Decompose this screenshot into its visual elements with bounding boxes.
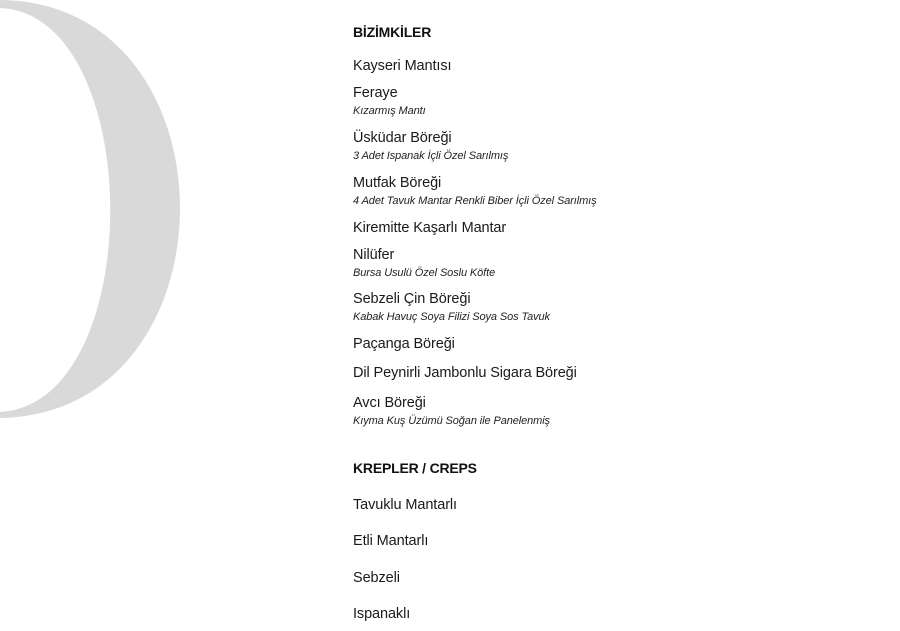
- menu-item-kayseri-mantisi: [353, 58, 451, 75]
- menu-item-etli-mantarli: [353, 533, 428, 550]
- menu-item-kiremitte-kasarli-mantar: [353, 220, 506, 237]
- menu-item-avci-boregi: [353, 395, 550, 428]
- section-title-krepler: KREPLER / CREPS: [353, 460, 477, 476]
- decorative-crescent: [0, 0, 180, 418]
- menu-item-description: Kabak Havuç Soya Filizi Soya Sos Tavuk: [353, 311, 550, 323]
- menu-item-name: Etli Mantarlı: [353, 533, 429, 549]
- menu-item-name: Ispanaklı: [353, 606, 411, 622]
- menu-item-mutfak-boregi: [353, 175, 597, 208]
- menu-item-name: Sebzeli: [353, 570, 400, 586]
- decorative-letter-d-shape: [0, 0, 260, 440]
- menu-item-description: 4 Adet Tavuk Mantar Renkli Biber İçli Özel Sarılmış: [353, 195, 597, 207]
- menu-item-name: Feraye: [353, 85, 398, 101]
- menu-item-ispanakli: [353, 606, 410, 623]
- menu-item-name: Kiremitte Kaşarlı Mantar: [353, 220, 507, 236]
- menu-item-feraye: [353, 85, 426, 118]
- menu-item-description: Bursa Usulü Özel Soslu Köfte: [353, 267, 496, 279]
- menu-item-name: Üsküdar Böreği: [353, 130, 452, 146]
- menu-item-name: Kayseri Mantısı: [353, 58, 452, 74]
- menu-item-name: Nilüfer: [353, 247, 395, 263]
- menu-item-nilufer: [353, 247, 495, 280]
- menu-item-name: Paçanga Böreği: [353, 336, 455, 352]
- menu-item-dil-peynirli-sigara-boregi: [353, 365, 577, 382]
- menu-item-sebzeli: [353, 570, 400, 587]
- menu-item-name: Avcı Böreği: [353, 395, 426, 411]
- menu-item-name: Sebzeli Çin Böreği: [353, 291, 471, 307]
- menu-item-name: Dil Peynirli Jambonlu Sigara Böreği: [353, 365, 577, 381]
- menu-item-tavuklu-mantarli: [353, 497, 457, 514]
- menu-page: [353, 0, 893, 631]
- menu-item-name: Mutfak Böreği: [353, 175, 442, 191]
- menu-item-uskudar-boregi: [353, 130, 508, 163]
- menu-item-description: 3 Adet Ispanak İçli Özel Sarılmış: [353, 150, 509, 162]
- menu-item-description: Kızarmış Mantı: [353, 105, 426, 117]
- menu-item-sebzeli-cin-boregi: [353, 291, 550, 324]
- menu-item-description: Kıyma Kuş Üzümü Soğan ile Panelenmiş: [353, 415, 550, 427]
- menu-item-name: Tavuklu Mantarlı: [353, 497, 457, 513]
- section-title-bizimkiler: BİZİMKİLER: [353, 24, 432, 40]
- menu-item-pacanga-boregi: [353, 336, 455, 353]
